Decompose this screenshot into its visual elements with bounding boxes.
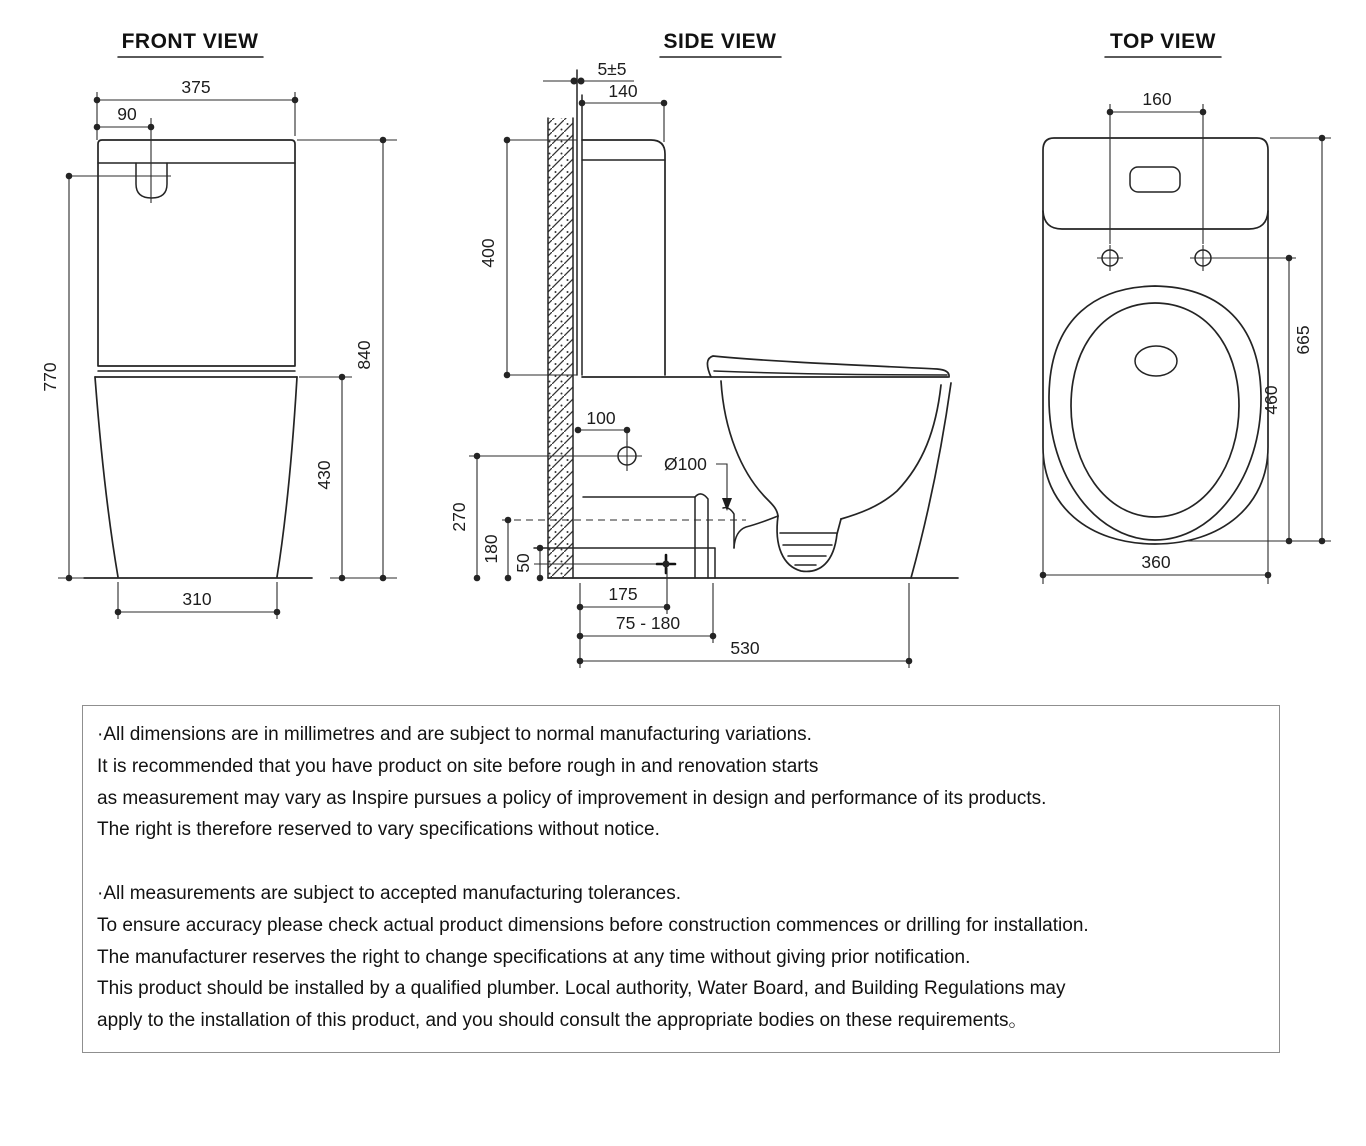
top-view-title: TOP VIEW xyxy=(1110,30,1216,53)
top-dim-seat-depth xyxy=(1213,255,1296,545)
note-line: ·All measurements are subject to accepted manufacturing tolerances. xyxy=(97,882,682,904)
top-dim-seat-depth-label: 460 xyxy=(1261,385,1281,415)
side-dim-setout-range-label: 75 - 180 xyxy=(615,613,681,633)
top-view xyxy=(1040,30,1331,584)
side-dim-wall-gap-label: 5±5 xyxy=(597,59,627,79)
top-dim-hole-spacing-label: 160 xyxy=(1142,89,1172,109)
front-pedestal-left-side xyxy=(95,377,118,577)
side-callout-trap-diameter-label: Ø100 xyxy=(664,454,707,474)
top-seat-hole-right xyxy=(1190,245,1216,271)
front-dim-button-offset-label: 90 xyxy=(117,104,137,124)
front-dim-width-label: 375 xyxy=(181,77,211,97)
side-dim-mid-height-label: 180 xyxy=(481,534,501,564)
top-flush-button xyxy=(1130,167,1180,192)
side-view-title: SIDE VIEW xyxy=(663,30,777,53)
front-dim-height-to-button xyxy=(40,173,72,582)
side-bowl-back-curve xyxy=(721,381,778,516)
side-dim-setout-range xyxy=(577,583,717,643)
side-bowl-sump xyxy=(777,516,841,571)
top-flush-hole xyxy=(1135,346,1177,376)
front-view xyxy=(40,30,397,619)
side-dim-inlet-offset-label: 100 xyxy=(586,408,616,428)
side-view xyxy=(449,30,958,668)
side-dim-inlet-height-label: 270 xyxy=(449,502,469,532)
side-dim-trap-setout-label: 175 xyxy=(608,584,638,604)
side-dim-overall-depth-label: 530 xyxy=(730,638,760,658)
front-dim-total-height-label: 840 xyxy=(354,340,374,370)
note-line: The manufacturer reserves the right to change specifications at any time without giving prior notification. xyxy=(97,946,971,968)
front-tank-outline xyxy=(98,140,295,366)
side-dim-tank-depth xyxy=(579,81,668,142)
top-body-outline xyxy=(1043,138,1268,544)
front-pedestal-right-side xyxy=(277,377,297,577)
notes-paragraph-spacer xyxy=(97,846,1279,878)
note-line: apply to the installation of this product, and you should consult the appropriate bodies on these requirements。 xyxy=(97,1010,1028,1032)
wall-hatch xyxy=(548,118,573,578)
side-dim-low-height xyxy=(513,545,543,582)
side-dim-mid-height xyxy=(481,517,511,582)
top-dim-bowl-width xyxy=(1040,455,1272,584)
front-dim-base-width xyxy=(115,582,281,619)
top-dim-overall-depth xyxy=(1185,135,1331,545)
top-dim-bowl-width-label: 360 xyxy=(1141,552,1171,572)
front-dim-height-to-button-label: 770 xyxy=(40,362,60,392)
side-bowl-front-inner xyxy=(841,385,941,519)
side-trap-outlet xyxy=(502,494,778,578)
side-tank-top-front xyxy=(582,140,665,375)
side-dim-tank-height-label: 400 xyxy=(478,238,498,268)
front-view-title: FRONT VIEW xyxy=(121,30,259,53)
side-trap-centre-marker xyxy=(657,555,675,573)
note-line: ·All dimensions are in millimetres and are subject to normal manufacturing variations. xyxy=(97,724,812,745)
installation-notes-box xyxy=(82,705,1280,1053)
note-line: It is recommended that you have product on site before rough in and renovation starts xyxy=(97,755,819,777)
front-dim-total-height xyxy=(297,137,397,582)
side-dim-inlet-offset xyxy=(575,408,631,446)
top-bowl-rim xyxy=(1071,303,1239,517)
side-seat-lower-edge xyxy=(714,371,947,375)
note-line: To ensure accuracy please check actual product dimensions before construction commences or drilling for installation. xyxy=(97,914,1089,936)
side-dim-tank-depth-label: 140 xyxy=(608,81,638,101)
top-seat-outline xyxy=(1049,286,1261,540)
side-callout-trap-diameter xyxy=(664,454,732,511)
side-dim-low-height-label: 50 xyxy=(513,553,533,573)
top-dim-overall-depth-label: 665 xyxy=(1293,325,1313,355)
side-bowl-front-outer xyxy=(911,383,951,578)
note-line: The right is therefore reserved to vary specifications without notice. xyxy=(97,819,660,841)
top-seat-hole-left xyxy=(1097,245,1123,271)
top-tank-bottom-line xyxy=(1043,211,1268,229)
front-dim-button-offset xyxy=(94,104,155,130)
front-dim-pedestal-height-label: 430 xyxy=(314,460,334,490)
note-line: as measurement may vary as Inspire pursues a policy of improvement in design and performance of its products. xyxy=(97,787,1047,809)
front-dim-pedestal-height xyxy=(299,374,352,582)
note-line: This product should be installed by a qualified plumber. Local authority, Water Board, and Building Regulations may xyxy=(97,978,1066,1000)
front-dim-base-width-label: 310 xyxy=(182,589,212,609)
